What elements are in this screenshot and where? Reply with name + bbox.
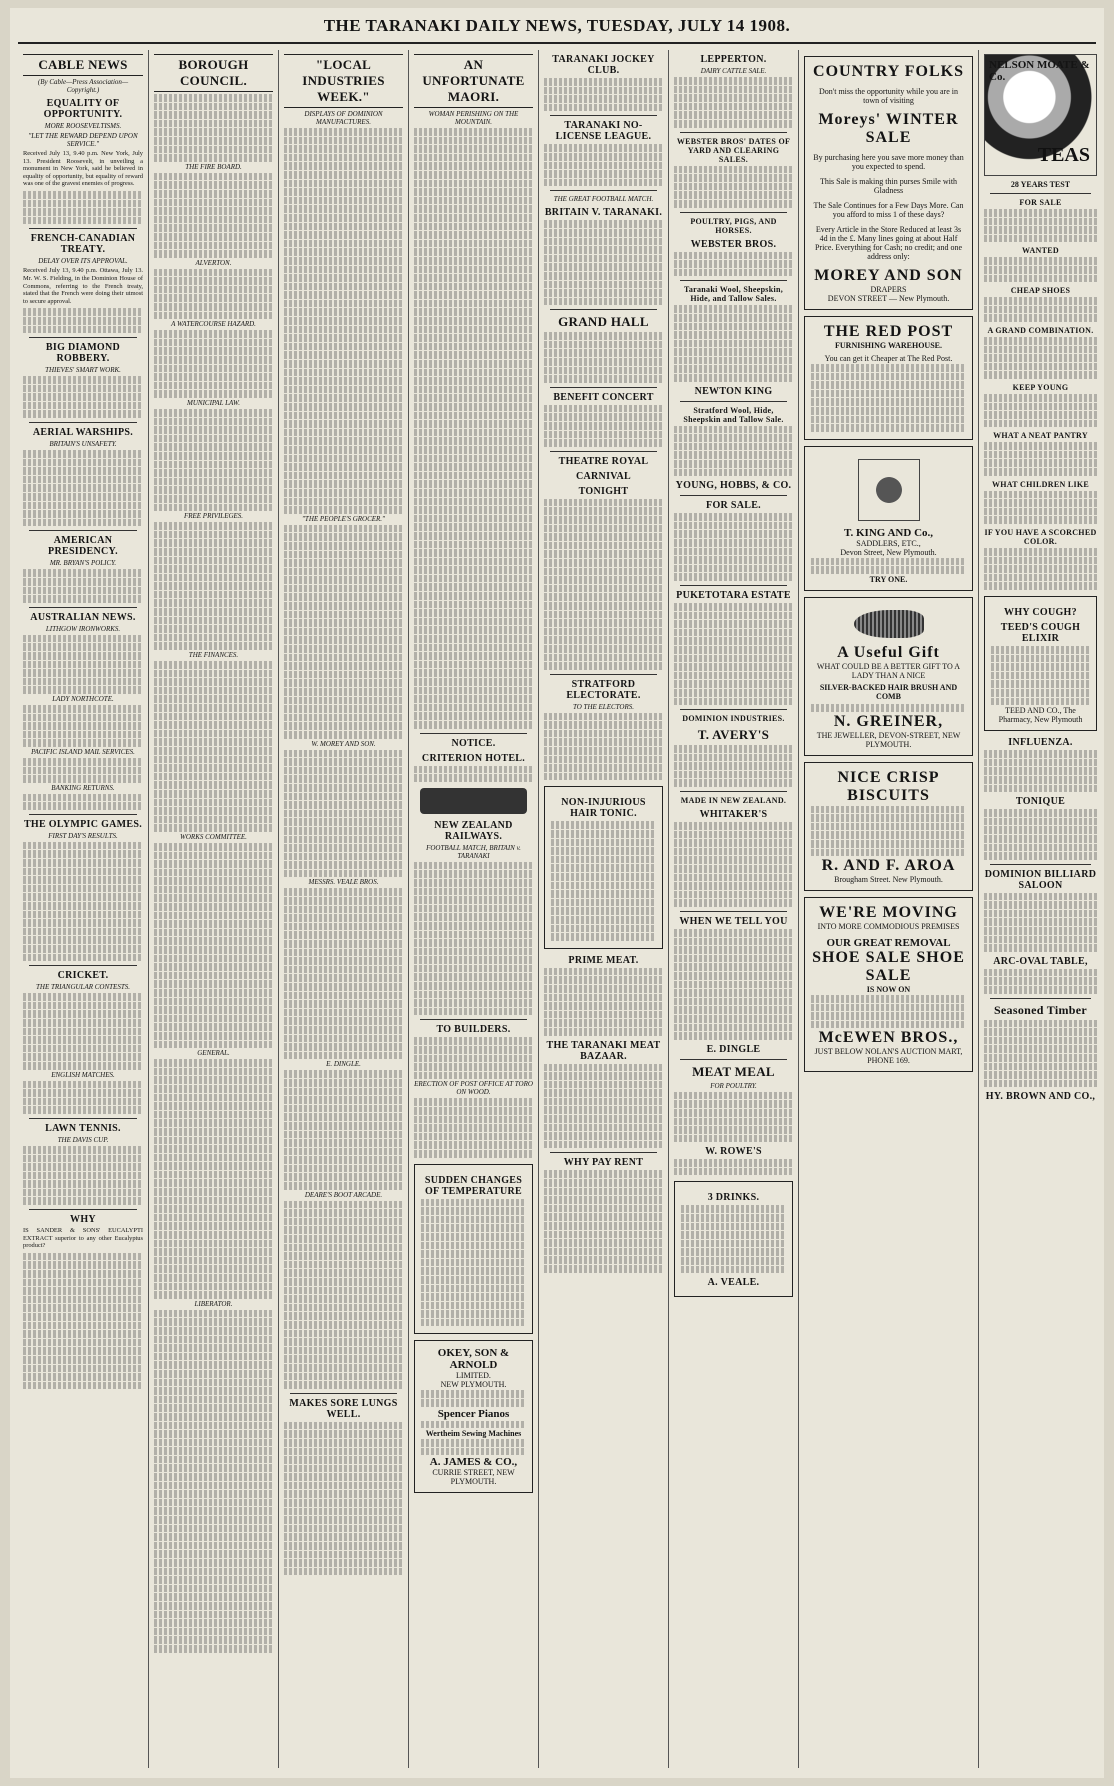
okey-son-arnold-name: OKEY, SON & ARNOLD <box>437 1347 510 1372</box>
carnival-heading: CARNIVAL <box>575 470 631 482</box>
football-heading: BRITAIN V. TARANAKI. <box>544 207 663 219</box>
article-subheading: FOR POULTRY. <box>710 1081 757 1090</box>
morey-address: DEVON STREET — New Plymouth. <box>827 294 950 303</box>
morey-advert <box>804 56 973 310</box>
shoe-sale-heading: SHOE SALE SHOE SALE <box>812 949 965 985</box>
article-subheading: ENGLISH MATCHES. <box>51 1070 115 1079</box>
hy-brown-heading: HY. BROWN AND CO., <box>985 1091 1096 1103</box>
meat-bazaar-heading: THE TARANAKI MEAT BAZAAR. <box>546 1039 661 1062</box>
article-subheading: THIEVES' SMART WORK. <box>45 366 121 375</box>
article-subheading: "LET THE REWARD DEPEND UPON SERVICE." <box>28 132 138 148</box>
meat-meal-heading: MEAT MEAL <box>692 1063 775 1079</box>
article-subheading: ALVERTON. <box>195 258 232 267</box>
teas-tagline: 28 YEARS TEST <box>1010 180 1071 189</box>
mcewen-name: McEWEN BROS., <box>818 1029 959 1047</box>
whitakers-heading: WHITAKER'S <box>699 809 768 821</box>
webster-bros-heading: WEBSTER BROS. <box>690 238 777 250</box>
arc-oval-table-heading: ARC-OVAL TABLE, <box>993 955 1088 967</box>
t-king-advert <box>804 446 973 591</box>
dominion-industries-heading: DOMINION INDUSTRIES. <box>682 714 785 724</box>
article-subheading: THE FINANCES. <box>188 651 239 660</box>
masthead: THE TARANAKI DAILY NEWS, TUESDAY, JULY 14 1908. <box>323 16 791 35</box>
morey-advert-text: This Sale is making thin purses Smile with Gladness <box>819 177 958 195</box>
classified-heading: A GRAND COMBINATION. <box>987 325 1094 335</box>
article-heading: CRICKET. <box>57 970 109 982</box>
article-subheading: THE TRIANGULAR CONTESTS. <box>36 983 130 992</box>
hair-tonic-heading: NON-INJURIOUS HAIR TONIC. <box>561 797 646 820</box>
newton-king-heading: NEWTON KING <box>694 385 773 397</box>
article-subheading: WORKS COMMITTEE. <box>180 832 247 841</box>
okey-son-arnold-limited: LIMITED. <box>456 1371 491 1381</box>
red-post-heading: THE RED POST <box>823 323 954 340</box>
winter-sale-heading: Moreys' WINTER SALE <box>818 111 959 146</box>
column-sales <box>668 50 798 1768</box>
classified-heading: CHEAP SHOES <box>1010 286 1071 296</box>
article-subheading: DAIRY CATTLE SALE. <box>700 67 767 75</box>
article-heading: AMERICAN PRESIDENCY. <box>48 535 118 558</box>
moving-subheading: INTO MORE COMMODIOUS PREMISES <box>817 922 960 932</box>
why-cough-heading: WHY COUGH? <box>1004 607 1077 618</box>
article-text: Received July 13, 9.40 p.m. New York, July 13. President Roosevelt, in unveiling a monument in New York, said he believed in equality of opportunity, but equality of reward was one of the gravest enemies of progress. <box>23 150 143 188</box>
article-subheading: W. MOREY AND SON. <box>311 739 376 748</box>
article-subheading: BRITAIN'S UNSAFETY. <box>49 440 117 449</box>
why-pay-rent-heading: WHY PAY RENT <box>563 1157 644 1169</box>
e-dingle-heading: E. DINGLE <box>706 1043 761 1055</box>
column-cable-news <box>18 50 148 1768</box>
aroa-advert <box>804 762 973 892</box>
advert-text: IS SANDER & SONS' EUCALYPTI EXTRACT superior to any other Eucalyptus product? <box>23 1227 143 1250</box>
spencer-pianos: Spencer Pianos <box>437 1407 510 1420</box>
newspaper-page <box>10 8 1104 1778</box>
benefit-concert-heading: BENEFIT CONCERT <box>553 391 654 403</box>
tonight-heading: TONIGHT <box>578 485 629 497</box>
football-subheading: THE GREAT FOOTBALL MATCH. <box>553 195 654 204</box>
article-heading: AUSTRALIAN NEWS. <box>30 611 136 623</box>
article-subheading: MORE ROOSEVELTISMS. <box>44 122 122 130</box>
poultry-heading: POULTRY, PIGS, AND HORSES. <box>690 216 777 235</box>
article-subheading: GENERAL. <box>197 1049 230 1058</box>
article-subheading: DISPLAYS OF DOMINION MANUFACTURES. <box>304 110 383 126</box>
mcewen-advert <box>804 897 973 1072</box>
column-borough-council <box>148 50 278 1768</box>
red-post-advert <box>804 316 973 440</box>
unfortunate-maori-heading: AN UNFORTUNATE MAORI. <box>414 54 533 108</box>
classified-heading: WHAT A NEAT PANTRY <box>993 431 1088 441</box>
tonique-heading: TONIQUE <box>1015 796 1066 808</box>
article-heading: BIG DIAMOND ROBBERY. <box>45 342 121 365</box>
article-subheading: DELAY OVER ITS APPROVAL. <box>38 257 128 266</box>
drapers-label: DRAPERS <box>870 285 907 294</box>
billiard-saloon-heading: DOMINION BILLIARD SALOON <box>984 868 1097 891</box>
puketotara-heading: PUKETOTARA ESTATE <box>676 589 791 601</box>
article-subheading: WOMAN PERISHING ON THE MOUNTAIN. <box>428 110 519 126</box>
jockey-club-heading: TARANAKI JOCKEY CLUB. <box>552 54 655 76</box>
column-classifieds <box>978 50 1102 1768</box>
article-subheading: FREE PRIVILEGES. <box>183 512 244 521</box>
t-king-name: T. KING AND Co., <box>843 526 934 539</box>
a-james-name: A. JAMES & CO., <box>429 1456 518 1469</box>
morey-advert-text: The Sale Continues for a Few Days More. Can you afford to miss 1 of these days? <box>813 201 964 219</box>
aroa-address: Brougham Street. New Plymouth. <box>834 875 943 885</box>
country-folks-heading: COUNTRY FOLKS <box>813 63 964 80</box>
advert-heading: WHY <box>70 1214 96 1226</box>
article-subheading: LADY NORTHCOTE. <box>52 694 114 703</box>
classified-heading: FOR SALE <box>1019 198 1062 207</box>
article-subheading: PACIFIC ISLAND MAIL SERVICES. <box>31 747 135 756</box>
article-subheading: E. DINGLE. <box>326 1060 361 1069</box>
borough-council-heading: BOROUGH COUNCIL. <box>154 54 273 92</box>
cable-news-subtitle: (By Cable—Press Association—Copyright.) <box>37 78 129 94</box>
t-king-trade: SADDLERS, ETC., <box>856 538 921 548</box>
train-illustration <box>420 788 527 814</box>
horse-illustration <box>858 459 920 521</box>
webster-dates-heading: WEBSTER BROS' DATES OF YARD AND CLEARING SALES. <box>676 136 791 164</box>
nelson-moate-tea-illustration <box>984 54 1097 176</box>
article-subheading: FIRST DAY'S RESULTS. <box>48 831 118 840</box>
article-subheading: TO THE ELECTORS. <box>572 702 634 711</box>
notice-heading: NOTICE. <box>451 737 496 749</box>
grand-hall-heading: GRAND HALL <box>558 314 649 330</box>
article-heading: LAWN TENNIS. <box>45 1122 121 1134</box>
okey-son-arnold-location: NEW PLYMOUTH. <box>440 1380 507 1390</box>
useful-gift-heading: A Useful Gift <box>837 643 940 661</box>
w-rowe-heading: W. ROWE'S <box>705 1146 762 1158</box>
morey-and-son-name: MOREY AND SON <box>814 267 963 284</box>
greiner-advert-text: WHAT COULD BE A BETTER GIFT TO A LADY THAN A NICE <box>816 661 961 680</box>
article-text: Received July 13, 9.40 p.m. Ottawa, July 13. Mr. W. S. Fielding, in the Dominion House of Commons, referring to the French treaty, stated that the French were doing their utmost to secure approval. <box>23 267 143 305</box>
morey-advert-text: By purchasing here you save more money than you expected to spend. <box>813 153 964 171</box>
wertheim-sewing-machines: Wertheim Sewing Machines <box>425 1429 522 1439</box>
column-display-ads <box>798 50 978 1768</box>
article-subheading: LITHGOW IRONWORKS. <box>45 624 121 633</box>
criterion-hotel-heading: CRITERION HOTEL. <box>421 752 526 764</box>
article-subheading: BANKING RETURNS. <box>51 783 115 792</box>
wool-sales-heading: Taranaki Wool, Sheepskin, Hide, and Tallow Sales. <box>683 285 784 304</box>
stratford-electorate-heading: STRATFORD ELECTORATE. <box>566 678 641 701</box>
now-on-label: IS NOW ON <box>866 985 911 995</box>
classified-heading: WHAT CHILDREN LIKE <box>991 479 1090 489</box>
a-james-address: CURRIE STREET, NEW PLYMOUTH. <box>432 1468 515 1487</box>
stratford-wool-heading: Stratford Wool, Hide, Sheepskin and Tallow Sale. <box>683 405 784 424</box>
article-subheading: A WATERCOURSE HAZARD. <box>171 320 256 329</box>
teed-pharmacy-address: TEED AND CO., The Pharmacy, New Plymouth <box>998 706 1083 725</box>
column-unfortunate-maori <box>408 50 538 1768</box>
advert-heading: MAKES SORE LUNGS WELL. <box>289 1397 398 1420</box>
article-subheading: THE FIRE BOARD. <box>185 162 242 171</box>
red-post-tagline: You can get it Cheaper at The Red Post. <box>824 354 953 363</box>
article-subheading: DEARE'S BOOT ARCADE. <box>304 1190 383 1199</box>
article-subheading: LIBERATOR. <box>194 1299 233 1308</box>
nelson-moate-name: NELSON MOATE & Co. <box>989 59 1090 83</box>
made-in-nz-heading: MADE IN NEW ZEALAND. <box>680 796 787 806</box>
article-subheading: THE DAVIS CUP. <box>57 1135 109 1144</box>
young-hobbs-heading: YOUNG, HOBBS, & CO. <box>675 480 792 492</box>
column-local-industries <box>278 50 408 1768</box>
cough-elixir-heading: TEED'S COUGH ELIXIR <box>1000 622 1081 644</box>
a-veale-heading: A. VEALE. <box>707 1277 760 1289</box>
t-king-address: Devon Street, New Plymouth. <box>840 547 937 557</box>
article-subheading: MESSRS. VEALE BROS. <box>308 878 379 887</box>
t-king-tagline: TRY ONE. <box>869 574 908 584</box>
article-subheading: MR. BRYAN'S POLICY. <box>49 559 117 568</box>
for-sale-heading: FOR SALE. <box>706 500 761 512</box>
railways-heading: NEW ZEALAND RAILWAYS. <box>434 819 513 842</box>
article-heading: EQUALITY OF OPPORTUNITY. <box>43 98 123 120</box>
red-post-subheading: FURNISHING WAREHOUSE. <box>835 341 942 350</box>
local-industries-heading: "LOCAL INDUSTRIES WEEK." <box>284 54 403 108</box>
teas-label: TEAS <box>1037 144 1090 166</box>
article-heading: FRENCH-CANADIAN TREATY. <box>30 233 136 256</box>
aroa-name: R. AND F. AROA <box>821 857 956 875</box>
greiner-product: SILVER-BACKED HAIR BRUSH AND COMB <box>819 682 958 701</box>
article-subheading: ERECTION OF POST OFFICE AT TORO ON WOOD. <box>414 1080 533 1097</box>
moving-heading: WE'RE MOVING <box>819 904 958 922</box>
article-subheading: MUNICIPAL LAW. <box>187 399 240 407</box>
article-subheading: FOOTBALL MATCH, BRITAIN v. TARANAKI <box>426 843 521 860</box>
greiner-name: N. GREINER, <box>833 712 944 730</box>
when-we-tell-you-heading: WHEN WE TELL YOU <box>679 916 788 927</box>
seasoned-timber-heading: Seasoned Timber <box>993 1002 1088 1017</box>
greiner-advert <box>804 597 973 756</box>
greiner-address: THE JEWELLER, DEVON-STREET, NEW PLYMOUTH. <box>816 730 961 749</box>
hair-brush-illustration <box>854 610 924 638</box>
three-drinks-heading: 3 DRINKS. <box>707 1192 760 1204</box>
mcewen-address: JUST BELOW NOLAN'S AUCTION MART, PHONE 169. <box>814 1047 963 1066</box>
builders-heading: TO BUILDERS. <box>436 1024 511 1036</box>
temperature-advert-heading: SUDDEN CHANGES OF TEMPERATURE <box>424 1174 523 1197</box>
classified-heading: KEEP YOUNG <box>1012 382 1069 392</box>
prime-meat-heading: PRIME MEAT. <box>568 954 639 966</box>
morey-advert-text: Every Article in the Store Reduced at least 3s 4d in the £. Many lines going at about Half Price. Everything for Cash; no credit; and one address only: <box>814 225 963 261</box>
article-subheading: "THE PEOPLE'S GROCER." <box>301 514 385 523</box>
classified-heading: IF YOU HAVE A SCORCHED COLOR. <box>984 528 1097 547</box>
masthead-rule <box>18 42 1096 44</box>
lepperton-heading: LEPPERTON. <box>700 54 767 65</box>
cable-news-heading: CABLE NEWS <box>23 54 143 76</box>
column-jockey-club <box>538 50 668 1768</box>
article-heading: AERIAL WARSHIPS. <box>32 427 134 439</box>
classified-heading: WANTED <box>1022 246 1059 256</box>
morey-advert-text: Don't miss the opportunity while you are in town of visiting <box>819 87 958 105</box>
t-avery-heading: T. AVERY'S <box>697 727 770 743</box>
removal-heading: OUR GREAT REMOVAL <box>826 937 951 950</box>
theatre-royal-heading: THEATRE ROYAL <box>558 455 649 467</box>
no-license-heading: TARANAKI NO-LICENSE LEAGUE. <box>555 120 652 143</box>
article-heading: THE OLYMPIC GAMES. <box>23 818 143 830</box>
influenza-heading: INFLUENZA. <box>1008 737 1073 749</box>
biscuits-heading: NICE CRISP BISCUITS <box>837 768 940 804</box>
